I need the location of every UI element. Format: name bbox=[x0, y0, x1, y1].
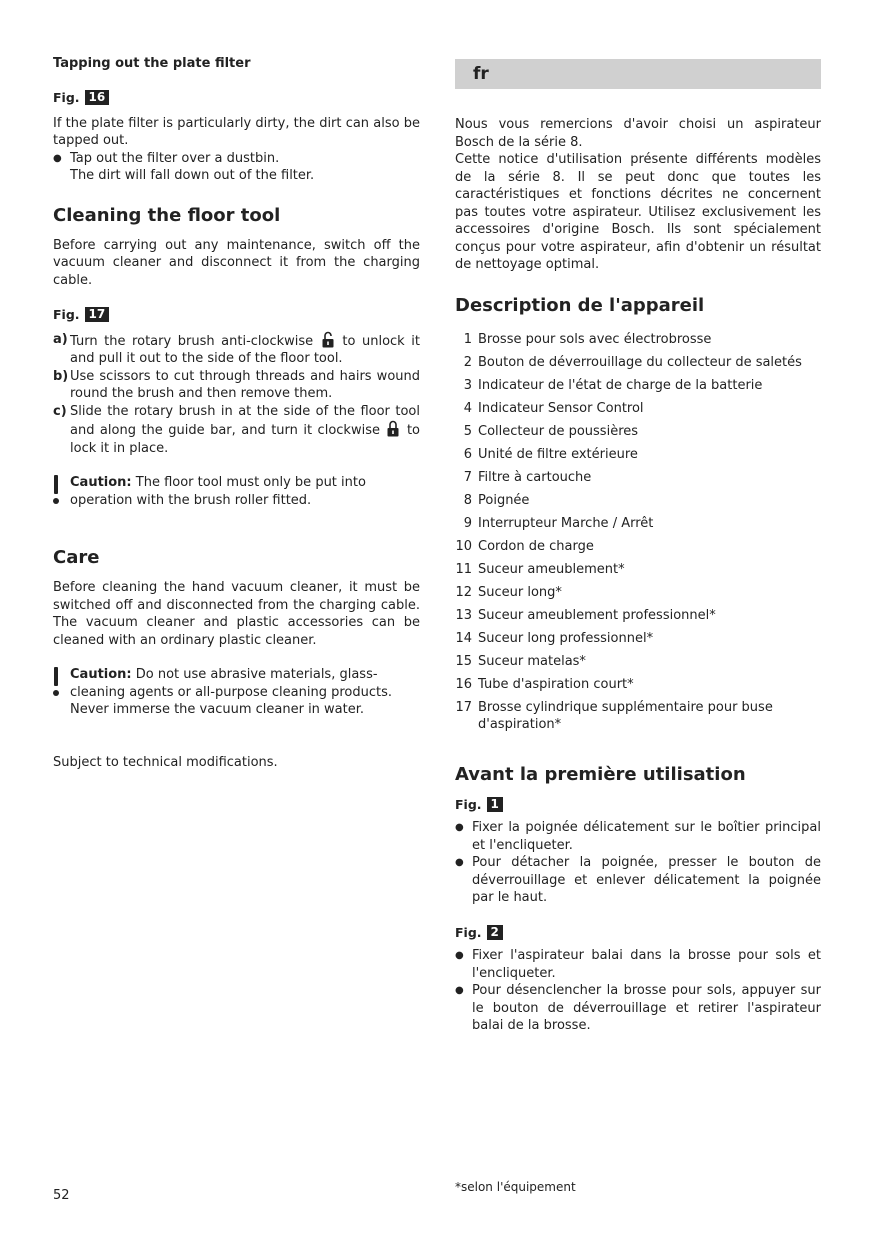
list-item: 7 Filtre à cartouche bbox=[463, 469, 592, 485]
step-letter: a) bbox=[53, 331, 68, 347]
fig-number: 1 bbox=[487, 797, 503, 812]
floor-tool-text: Before carrying out any maintenance, switch off the vacuum cleaner and disconnect it from the charging cable. bbox=[53, 237, 420, 288]
list-item: 9 Interrupteur Marche / Arrêt bbox=[463, 515, 654, 531]
list-item: 2 Bouton de déverrouillage du collecteur de saletés bbox=[463, 354, 802, 370]
list-item: 17 Brosse cylindrique supplémentaire pour buse d'aspiration* bbox=[455, 699, 773, 732]
caution-text: Do not use abrasive materials, glass-cleaning agents or all-purpose cleaning products. bbox=[70, 667, 393, 700]
intro-text-2: Cette notice d'utilisation présente différents modèles de la série 8. Il se peut donc que toutes les caractéristiques et fonctions décrites ne concernent pas toutes votre aspirateur. Utilisez exclusivement les accessoires d'origine Bosch. Ils sont spécialement conçus pour votre aspirateur, afin d'obtenir un résultat de nettoyage optimal. bbox=[455, 152, 821, 272]
step-text: Turn the rotary brush anti-clockwise bbox=[70, 333, 314, 349]
floor-tool-heading: Cleaning the floor tool bbox=[53, 204, 281, 226]
list-item: 12 Suceur long* bbox=[455, 584, 562, 600]
list-item: 14 Suceur long professionnel* bbox=[455, 630, 654, 646]
list-item: 10 Cordon de charge bbox=[455, 538, 594, 554]
step-text: to lock it in place. bbox=[70, 423, 420, 456]
step-c bbox=[53, 403, 420, 458]
list-item: 3 Indicateur de l'état de charge de la batterie bbox=[463, 377, 763, 393]
step-text: Use scissors to cut through threads and hairs wound round the brush and then remove them. bbox=[70, 368, 420, 401]
parts-list bbox=[455, 331, 821, 733]
before-first-use-heading: Avant la première utilisation bbox=[455, 763, 746, 785]
warning-icon bbox=[53, 667, 61, 696]
fig-1-bullet-1: ● Fixer la poignée délicatement sur le boîtier principal et l'encliqueter. bbox=[455, 819, 821, 854]
page-number: 52 bbox=[53, 1188, 70, 1203]
fig-16-label bbox=[53, 89, 420, 107]
intro-text-1: Nous vous remercions d'avoir choisi un aspirateur Bosch de la série 8. bbox=[455, 117, 821, 150]
step-letter: b) bbox=[53, 368, 69, 384]
caution-label: Caution: bbox=[70, 667, 132, 682]
fig-label: Fig. bbox=[53, 90, 80, 105]
unlock-icon bbox=[322, 331, 334, 348]
subject-note: Subject to technical modifications. bbox=[53, 754, 278, 770]
list-item: 16 Tube d'aspiration court* bbox=[455, 676, 634, 692]
fig-17-label bbox=[53, 306, 420, 324]
step-text: to unlock it and pull it out to the side of the floor tool. bbox=[70, 333, 420, 366]
language-bar: fr bbox=[455, 59, 821, 89]
tapping-bullet bbox=[53, 150, 420, 168]
list-item: 1 Brosse pour sols avec électrobrosse bbox=[463, 331, 712, 347]
description-heading: Description de l'appareil bbox=[455, 294, 705, 316]
lock-icon bbox=[387, 420, 399, 437]
list-item: 15 Suceur matelas* bbox=[455, 653, 586, 669]
caution-label: Caution: bbox=[70, 475, 132, 490]
care-heading: Care bbox=[53, 547, 100, 568]
fig-label: Fig. bbox=[53, 307, 80, 322]
fig-1-bullet-2: ● Pour détacher la poignée, presser le bouton de déverrouillage et enlever délicatement la poignée par le haut. bbox=[455, 854, 821, 907]
caution-care bbox=[53, 666, 420, 719]
fig-label: Fig. bbox=[455, 924, 482, 940]
tapping-result: The dirt will fall down out of the filter. bbox=[70, 168, 315, 183]
bullet-text: Tap out the filter over a dustbin. bbox=[70, 150, 280, 166]
list-item: 13 Suceur ameublement professionnel* bbox=[455, 607, 716, 623]
caution-floor-tool bbox=[53, 474, 420, 509]
footnote: *selon l'équipement bbox=[455, 1180, 576, 1194]
fig-number: 17 bbox=[85, 307, 110, 322]
fig-2-label bbox=[455, 924, 821, 942]
list-item: 8 Poignée bbox=[463, 492, 530, 508]
tapping-heading: Tapping out the plate filter bbox=[53, 56, 251, 71]
caution-text-2: Never immerse the vacuum cleaner in water. bbox=[70, 702, 365, 717]
step-b bbox=[53, 368, 420, 403]
fig-number: 16 bbox=[85, 90, 110, 105]
fig-label: Fig. bbox=[455, 796, 482, 812]
warning-icon bbox=[53, 475, 61, 504]
list-item: 4 Indicateur Sensor Control bbox=[463, 400, 644, 416]
step-a bbox=[53, 331, 420, 368]
list-item: 5 Collecteur de poussières bbox=[463, 423, 639, 439]
fig-1-label bbox=[455, 796, 821, 814]
step-text: Slide the rotary brush in at the side of the floor tool and along the guide bar, and turn it clockwise bbox=[70, 403, 420, 438]
fig-2-bullet-2: ● Pour désenclencher la brosse pour sols, appuyer sur le bouton de déverrouillage et retirer l'aspirateur balai de la brosse. bbox=[455, 982, 821, 1035]
step-letter: c) bbox=[53, 403, 67, 419]
right-column bbox=[455, 59, 821, 1035]
caution-text: The floor tool must only be put into operation with the brush roller fitted. bbox=[70, 475, 366, 508]
fig-2-bullet-1: ● Fixer l'aspirateur balai dans la brosse pour sols et l'encliqueter. bbox=[455, 947, 821, 982]
list-item: 6 Unité de filtre extérieure bbox=[463, 446, 638, 462]
list-item: 11 Suceur ameublement* bbox=[455, 561, 625, 577]
care-text: Before cleaning the hand vacuum cleaner, it must be switched off and disconnected from the charging cable. The vacuum cleaner and plastic accessories can be cleaned with an ordinary plastic cleaner. bbox=[53, 580, 420, 648]
tapping-text: If the plate filter is particularly dirty, the dirt can also be tapped out. bbox=[53, 115, 420, 148]
left-column bbox=[53, 55, 420, 771]
fig-number: 2 bbox=[487, 925, 503, 940]
